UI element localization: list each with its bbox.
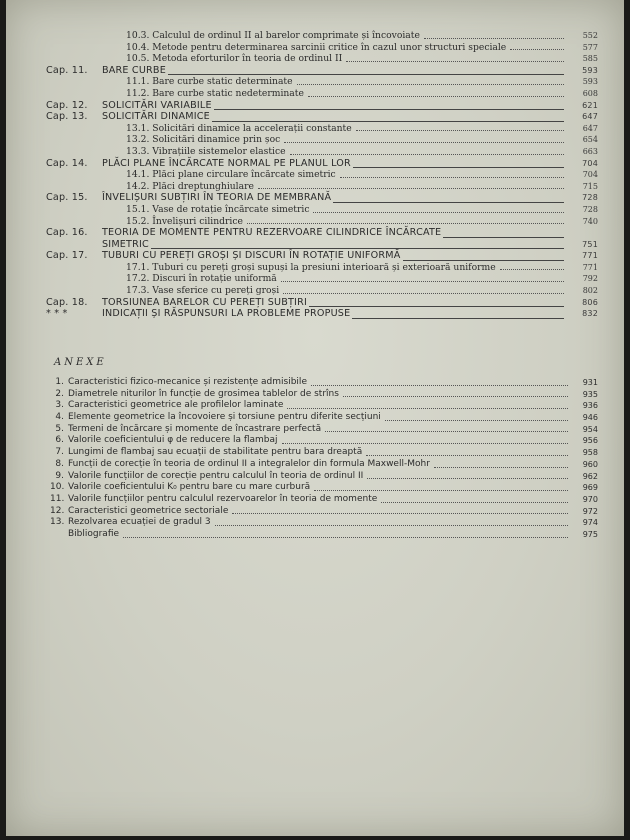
- toc-row: [46, 273, 598, 285]
- dot-leader: [284, 141, 564, 143]
- section-title: 10.4. Metode pentru determinarea sarcinii critice în cazul unor structuri speciale: [126, 41, 507, 53]
- page-number: 593: [582, 65, 598, 75]
- anexa-row: [50, 529, 598, 541]
- dot-leader: [366, 455, 568, 456]
- chapter-title: BARE CURBE: [102, 64, 166, 76]
- dot-leader: [356, 129, 564, 131]
- anexa-row: [50, 435, 598, 447]
- chapter-title: TUBURI CU PEREȚI GROȘI ȘI DISCURI ÎN ROTAȚIE UNIFORMĂ: [102, 250, 401, 262]
- toc-row: [46, 146, 598, 158]
- anexa-row: [50, 494, 598, 506]
- dot-leader: [325, 431, 568, 432]
- anexa-title: Rezolvarea ecuației de gradul 3: [68, 517, 211, 528]
- chapter-title: INDICAȚII ȘI RĂSPUNSURI LA PROBLEME PROPUSE: [102, 308, 351, 320]
- chapter-rule: [333, 202, 564, 203]
- anexa-row: [50, 377, 598, 389]
- anexa-number: 8.: [55, 458, 64, 469]
- dot-leader: [287, 408, 568, 409]
- page-number: 946: [582, 413, 598, 423]
- dot-leader: [308, 95, 564, 97]
- page-number: 654: [582, 135, 598, 145]
- chapter-rule: [212, 121, 564, 122]
- chapter-title: TORSIUNEA BARELOR CU PEREȚI SUBȚIRI: [102, 296, 307, 308]
- section-title: 14.2. Plăci dreptunghiulare: [126, 180, 254, 192]
- toc-row: [46, 285, 598, 297]
- page-number: 608: [582, 88, 598, 98]
- toc-row: [46, 169, 598, 181]
- anexa-title: Diametrele niturilor în funcție de grosimea tablelor de strîns: [68, 388, 339, 399]
- chapter-title: SOLICITĂRI VARIABILE: [102, 99, 212, 111]
- page-number: 935: [582, 389, 598, 399]
- dot-leader: [343, 396, 568, 397]
- page-number: 802: [582, 286, 598, 296]
- anexa-title: Valorile funcțiilor de corecție pentru calculul în teoria de ordinul II: [68, 470, 364, 481]
- chapter-label: Cap. 17.: [46, 250, 88, 262]
- anexa-row: [50, 424, 598, 436]
- anexa-number: 1.: [55, 377, 64, 387]
- anexa-number: 5.: [55, 423, 64, 434]
- dot-leader: [424, 37, 564, 39]
- dot-leader: [281, 280, 564, 282]
- page-number: 956: [582, 436, 598, 446]
- anexa-number: 6.: [55, 435, 64, 446]
- anexa-title: Lungimi de flambaj sau ecuații de stabilitate pentru bara dreaptă: [68, 447, 363, 458]
- chapter-label: Cap. 12.: [46, 99, 88, 111]
- anexa-row: [50, 482, 598, 494]
- anexa-number: 10.: [50, 482, 65, 493]
- toc-row: [46, 262, 598, 274]
- dot-leader: [313, 211, 564, 213]
- page-number: 647: [582, 123, 598, 133]
- page-number: 728: [582, 204, 598, 214]
- anexa-number: 4.: [55, 412, 64, 423]
- page-number: 728: [582, 193, 598, 203]
- section-title: 15.1. Vase de rotație încărcate simetric: [126, 203, 310, 215]
- chapter-rule: [353, 167, 564, 168]
- page-number: 792: [582, 274, 598, 284]
- section-title: 13.1. Solicitări dinamice la accelerații constante: [126, 122, 352, 134]
- chapter-label: Cap. 14.: [46, 157, 88, 169]
- anexa-title: Termeni de încărcare și momente de încastrare perfectă: [68, 423, 322, 434]
- anexa-number: 13.: [50, 517, 65, 528]
- chapter-rule: [403, 260, 564, 261]
- page-number: 960: [582, 459, 598, 469]
- dot-leader: [123, 537, 568, 538]
- dot-leader: [385, 420, 568, 421]
- page-number: 577: [582, 42, 598, 52]
- toc-row: [46, 30, 598, 42]
- anexa-row: [50, 471, 598, 483]
- toc-row: [46, 111, 598, 123]
- table-of-contents: [46, 30, 598, 320]
- chapter-rule: [352, 318, 564, 319]
- page-number: 974: [582, 518, 598, 528]
- toc-row: [46, 134, 598, 146]
- toc-row: [46, 239, 598, 251]
- section-title: 11.1. Bare curbe static determinate: [126, 76, 293, 88]
- anexa-row: [50, 412, 598, 424]
- anexa-number: 2.: [55, 388, 64, 399]
- toc-row: [46, 216, 598, 228]
- page-number: 958: [582, 448, 598, 458]
- page-number: 751: [582, 239, 598, 249]
- anexa-number: 12.: [50, 505, 65, 516]
- page-number: 704: [582, 170, 598, 180]
- toc-row: [46, 76, 598, 88]
- dot-leader: [297, 83, 564, 85]
- dot-leader: [290, 153, 564, 155]
- page-number: 936: [582, 401, 598, 411]
- anexa-title: Valorile funcțiilor pentru calculul rezervoarelor în teoria de momente: [68, 493, 378, 504]
- toc-row: [46, 227, 598, 239]
- section-title: 13.2. Solicitări dinamice prin șoc: [126, 134, 281, 146]
- anexa-title: Caracteristici geometrice sectoriale: [68, 505, 229, 516]
- page-number: 972: [582, 506, 598, 516]
- toc-row: [46, 297, 598, 309]
- chapter-title: PLĂCI PLANE ÎNCĂRCATE NORMAL PE PLANUL LOR: [102, 157, 351, 169]
- section-title: 17.2. Discuri în rotație uniformă: [126, 273, 277, 285]
- chapter-rule: [168, 74, 564, 75]
- dot-leader: [258, 187, 564, 189]
- page-number: 663: [582, 146, 598, 156]
- dot-leader: [247, 222, 564, 224]
- chapter-label: Cap. 16.: [46, 227, 88, 239]
- toc-row: [46, 250, 598, 262]
- toc-row: [46, 42, 598, 54]
- dot-leader: [314, 490, 568, 491]
- anexa-title: Bibliografie: [68, 528, 120, 539]
- anexa-row: [50, 400, 598, 412]
- page-number: 806: [582, 297, 598, 307]
- anexa-row: [50, 389, 598, 401]
- toc-row: [46, 204, 598, 216]
- dot-leader: [215, 525, 568, 526]
- page-number: 954: [582, 424, 598, 434]
- section-title: 10.3. Calculul de ordinul II al barelor comprimate și încovoiate: [126, 30, 420, 41]
- anexa-title: Valorile coeficientului K₀ pentru bare cu mare curbură: [68, 482, 311, 493]
- page-number: 771: [582, 262, 598, 272]
- page-number: 704: [582, 158, 598, 168]
- chapter-title: ÎNVELIȘURI SUBȚIRI ÎN TEORIA DE MEMBRANĂ: [102, 192, 332, 204]
- anexe-list: [50, 377, 598, 541]
- page-number: 621: [582, 100, 598, 110]
- anexa-title: Elemente geometrice la încovoiere și torsiune pentru diferite secțiuni: [68, 412, 381, 423]
- anexa-title: Funcții de corecție în teoria de ordinul II a integralelor din formula Maxwell-Mohr: [68, 458, 430, 469]
- anexa-row: [50, 506, 598, 518]
- toc-row: [46, 53, 598, 65]
- chapter-title: TEORIA DE MOMENTE PENTRU REZERVOARE CILINDRICE ÎNCĂRCATE: [102, 227, 442, 239]
- toc-row: [46, 88, 598, 100]
- section-title: 10.5. Metoda eforturilor în teoria de ordinul II: [126, 53, 343, 65]
- anexa-row: [50, 447, 598, 459]
- chapter-label: Cap. 15.: [46, 192, 88, 204]
- page-number: 647: [582, 112, 598, 122]
- chapter-label: Cap. 13.: [46, 111, 88, 123]
- page-number: 552: [582, 31, 598, 40]
- dot-leader: [510, 48, 564, 50]
- toc-row: [46, 65, 598, 77]
- anexa-row: [50, 459, 598, 471]
- toc-row: [46, 100, 598, 112]
- chapter-rule: [214, 109, 564, 110]
- anexa-title: Valorile coeficientului φ de reducere la flambaj: [68, 435, 278, 446]
- toc-row: [46, 123, 598, 135]
- book-page: [6, 0, 624, 836]
- section-title: 17.3. Vase sferice cu pereți groși: [126, 285, 280, 297]
- page-number: 969: [582, 483, 598, 493]
- section-title: 15.2. Învelișuri cilindrice: [126, 215, 243, 227]
- page-number: 931: [582, 378, 598, 387]
- anexa-number: 11.: [50, 493, 65, 504]
- toc-row: [46, 308, 598, 320]
- anexa-number: 9.: [55, 470, 64, 481]
- anexa-row: [50, 517, 598, 529]
- dot-leader: [381, 502, 568, 503]
- page-number: 832: [582, 309, 598, 319]
- anexa-title: Caracteristici fizico-mecanice și rezistențe admisibile: [68, 377, 307, 387]
- chapter-label: Cap. 18.: [46, 296, 88, 308]
- page-number: 593: [582, 77, 598, 87]
- anexe-heading: ANEXE: [54, 357, 107, 368]
- toc-row: [46, 192, 598, 204]
- page-number: 975: [582, 529, 598, 539]
- page-number: 962: [582, 471, 598, 481]
- dot-leader: [311, 385, 568, 386]
- page-number: 585: [582, 54, 598, 64]
- dot-leader: [283, 292, 564, 294]
- chapter-title: SIMETRIC: [102, 238, 149, 250]
- dot-leader: [282, 443, 568, 444]
- page-number: 715: [582, 181, 598, 191]
- dot-leader: [232, 513, 568, 514]
- page-number: 970: [582, 494, 598, 504]
- dot-leader: [340, 176, 564, 178]
- toc-row: [46, 181, 598, 193]
- section-title: 11.2. Bare curbe static nedeterminate: [126, 87, 304, 99]
- anexa-number: 7.: [55, 447, 64, 458]
- dot-leader: [434, 467, 568, 468]
- toc-row: [46, 158, 598, 170]
- anexa-title: Caracteristici geometrice ale profilelor laminate: [68, 400, 284, 411]
- dot-leader: [346, 60, 564, 62]
- page-number: 740: [582, 216, 598, 226]
- chapter-label: * * *: [46, 308, 68, 320]
- chapter-rule: [443, 237, 564, 238]
- chapter-title: SOLICITĂRI DINAMICE: [102, 111, 210, 123]
- dot-leader: [500, 268, 564, 270]
- page-number: 771: [582, 251, 598, 261]
- section-title: 17.1. Tuburi cu pereți groși supuși la presiuni interioară și exterioară uniforme: [126, 261, 496, 273]
- anexa-number: 3.: [55, 400, 64, 411]
- section-title: 13.3. Vibrațiile sistemelor elastice: [126, 145, 286, 157]
- section-title: 14.1. Plăci plane circulare încărcate simetric: [126, 169, 336, 181]
- chapter-label: Cap. 11.: [46, 64, 88, 76]
- dot-leader: [367, 478, 568, 479]
